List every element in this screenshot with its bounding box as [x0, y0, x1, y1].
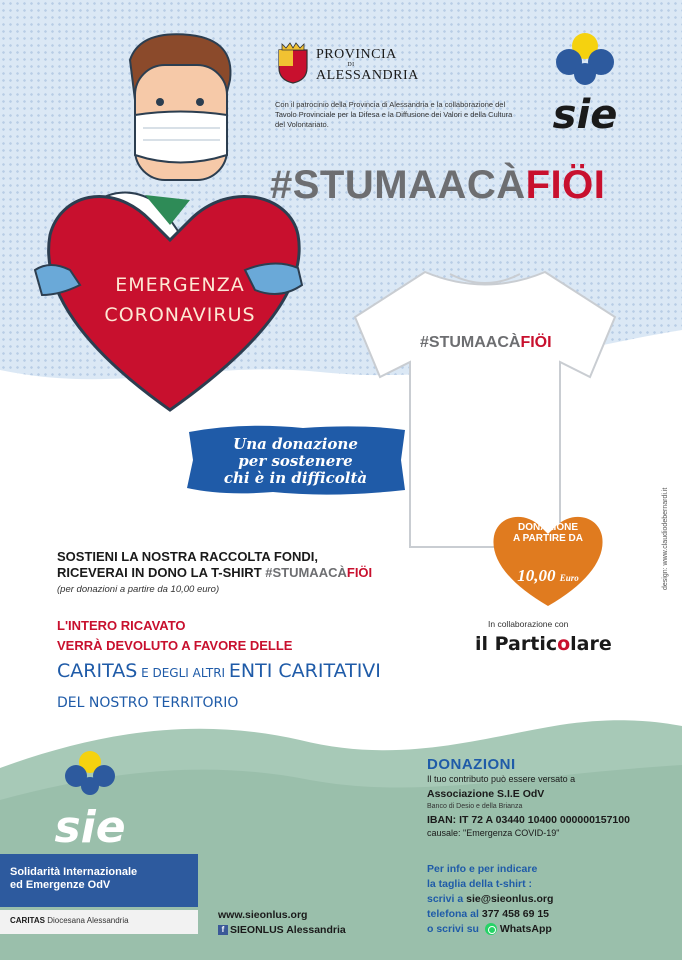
info-line-1: Per info e per indicare — [427, 863, 538, 875]
enti-word: ENTI CARITATIVI — [228, 660, 381, 682]
shirt-tag-part-2: FIÖI — [520, 334, 552, 351]
phone-link[interactable]: 377 458 69 15 — [481, 908, 550, 920]
brush-line-3: chi è in difficoltà — [223, 469, 368, 487]
campaign-tag-2: FIÖI — [346, 565, 373, 580]
phone-prefix: telefona al — [427, 908, 482, 920]
sie-logo-top — [535, 28, 635, 138]
sie-logo-bottom-text: sie — [54, 802, 126, 853]
donations-causale: causale: "Emergenza COVID-19" — [427, 828, 560, 838]
collaboration-label: In collaborazione con — [488, 619, 569, 629]
hashtag-part-1: #STUMAACÀ — [270, 163, 526, 207]
write-prefix: scrivi a — [427, 893, 467, 905]
whatsapp-link[interactable]: WhatsApp — [499, 923, 552, 935]
info-block — [427, 862, 553, 937]
info-line-2: la taglia della t-shirt : — [427, 878, 533, 890]
donations-association: Associazione S.I.E OdV — [427, 788, 545, 800]
heart-label — [95, 270, 265, 330]
sie-logo-bottom — [38, 750, 143, 855]
website-link[interactable]: www.sieonlus.org — [218, 909, 308, 921]
caritas-bold: CARITAS — [10, 916, 45, 925]
donation-currency: Euro — [559, 573, 579, 583]
svg-text:sie: sie — [552, 92, 618, 138]
facebook-name: SIEONLUS Alessandria — [230, 924, 346, 936]
donations-iban: IBAN: IT 72 A 03440 10400 000000157100 — [427, 814, 630, 826]
provincia-line-2: ALESSANDRIA — [316, 68, 419, 83]
campaign-line-1: SOSTIENI LA NOSTRA RACCOLTA FONDI, — [57, 549, 318, 564]
donation-amount: 10,00 — [517, 566, 556, 585]
caritas-word: CARITAS — [57, 660, 138, 682]
particolare-post: lare — [570, 633, 612, 655]
facebook-icon: f — [218, 925, 228, 935]
brush-text — [198, 436, 393, 487]
campaign-line-2 — [57, 565, 372, 581]
donation-badge-label — [500, 522, 596, 544]
il-particolare-logo — [475, 633, 612, 655]
donations-title: DONAZIONI — [427, 756, 516, 773]
donation-badge-line-2: A PARTIRE DA — [513, 533, 583, 544]
beneficiaries-line — [57, 660, 381, 684]
proceeds-line-2: VERRÀ DEVOLUTO A FAVORE DELLE — [57, 638, 293, 653]
campaign-line-2-prefix: RICEVERAI IN DONO LA T-SHIRT — [57, 565, 266, 580]
campaign-hashtag — [270, 163, 605, 208]
shirt-tag-part-1: #STUMAACÀ — [420, 334, 521, 351]
info-phone-row — [427, 907, 553, 922]
campaign-note: (per donazioni a partire da 10,00 euro) — [57, 584, 220, 595]
heart-line-2: CORONAVIRUS — [104, 304, 256, 326]
whatsapp-icon — [485, 923, 497, 935]
campaign-tag-1: #STUMAACÀ — [265, 565, 347, 580]
particolare-o: o — [557, 633, 571, 655]
caritas-rest: Diocesana Alessandria — [44, 916, 129, 925]
sie-name — [10, 866, 137, 892]
territorio-line: DEL NOSTRO TERRITORIO — [57, 695, 239, 711]
whatsapp-prefix: o scrivi su — [427, 923, 482, 935]
caritas-box-text — [10, 916, 129, 925]
info-email-row — [427, 892, 553, 907]
brush-line-2: per sostenere — [238, 452, 353, 470]
sie-name-line-1: Solidarità Internazionale — [10, 866, 138, 878]
provincia-crest-icon — [276, 40, 310, 84]
heart-line-1: EMERGENZA — [115, 274, 245, 296]
beneficiaries-middle: E DEGLI ALTRI — [137, 666, 229, 680]
doctor-heart-illustration — [30, 20, 310, 420]
provincia-di: DI — [347, 62, 355, 68]
donations-bank: Banco di Desio e della Brianza — [427, 803, 523, 810]
patronage-text: Con il patrocinio della Provincia di Alessandria e la collaborazione del Tavolo Provinciale per la Difesa e la Diffusione dei Valori e della Cultura del Volontariato. — [275, 100, 513, 129]
facebook-link[interactable] — [218, 924, 346, 936]
info-whatsapp-row — [427, 922, 553, 937]
donations-body: Il tuo contributo può essere versato a — [427, 774, 576, 784]
design-credit: design: www.claudiodebernardi.it — [662, 487, 669, 590]
proceeds-text — [57, 616, 292, 656]
campaign-text — [57, 549, 372, 581]
provincia-name — [316, 48, 419, 83]
donation-badge-amount — [500, 566, 596, 586]
donation-badge-line-1: DONAZIONE — [518, 522, 578, 533]
proceeds-line-1: L'INTERO RICAVATO — [57, 618, 186, 633]
hashtag-part-2: FIÖI — [525, 163, 606, 207]
tshirt-print — [420, 334, 552, 352]
provincia-line-1: PROVINCIA — [316, 47, 397, 62]
brush-line-1: Una donazione — [233, 435, 358, 453]
particolare-pre: il Partic — [475, 633, 558, 655]
sie-name-line-2: ed Emergenze OdV — [10, 879, 111, 891]
email-link[interactable]: sie@sieonlus.org — [466, 893, 554, 905]
